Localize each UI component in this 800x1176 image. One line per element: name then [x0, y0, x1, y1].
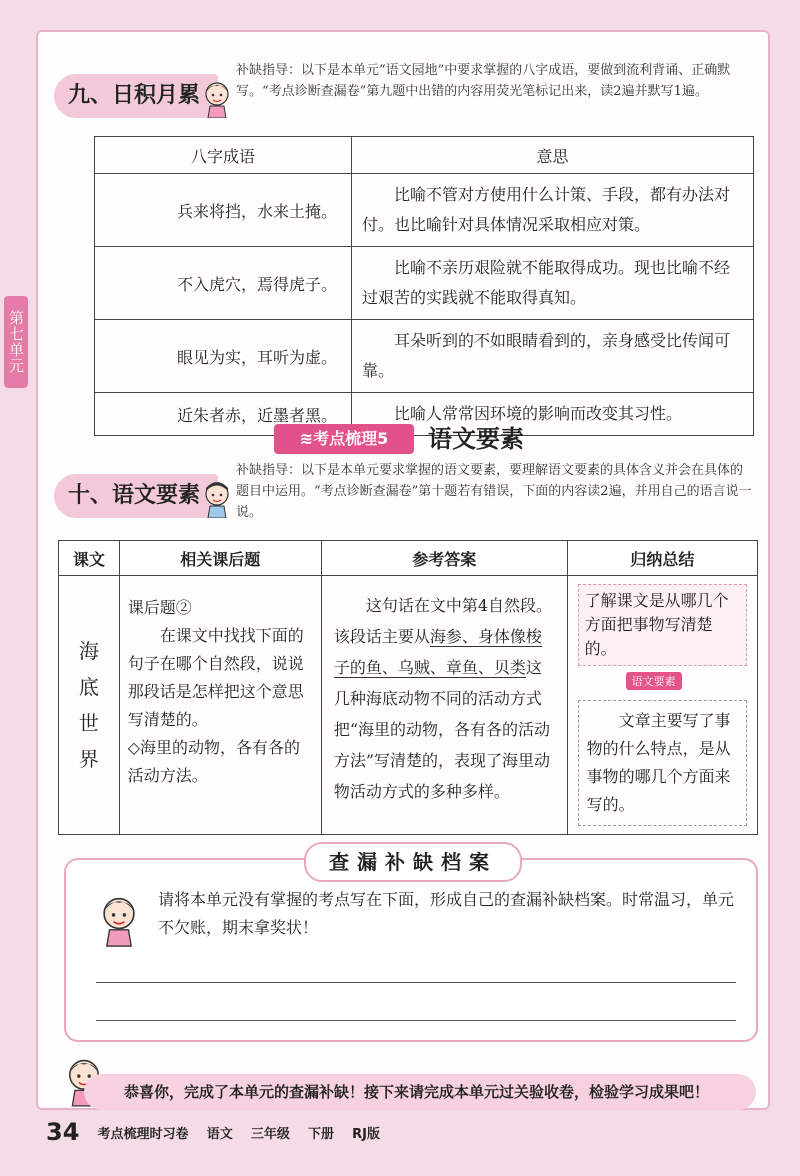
meaning-cell: 耳朵听到的不如眼睛看到的，亲身感受比传闻可靠。 [352, 320, 754, 393]
meaning-cell: 比喻不亲历艰险就不能取得成功。现也比喻不经过艰苦的实践就不能取得真知。 [352, 247, 754, 320]
section9-guide: 补缺指导：以下是本单元“语文园地”中要求掌握的八字成语，要做到流利背诵、正确默写。“考点诊断查漏卷”第九题中出错的内容用荧光笔标记出来，读2遍并默写1遍。 [236, 63, 731, 99]
header-answer: 参考答案 [321, 541, 567, 576]
idiom-cell: 不入虎穴，焉得虎子。 [95, 247, 352, 320]
answer-part2: 这几种海底动物不同的活动方式把“海里的动物，各有各的活动方法”写清楚的，表现了海里动物活动方式的多种多样。 [333, 658, 550, 801]
archive-box [64, 850, 758, 1042]
footer-grade: 三年级 [250, 1126, 290, 1142]
question-label: 课后题② [127, 598, 192, 617]
idiom-table [94, 136, 754, 436]
footer-subject: 语文 [206, 1126, 233, 1142]
meaning-cell: 比喻人常常因环境的影响而改变其习性。 [352, 393, 754, 436]
table-row [95, 320, 754, 393]
summary-note: 文章主要写了事物的什么特点，是从事物的哪几个方面来写的。 [578, 700, 747, 826]
idiom-cell: 眼见为实，耳听为虚。 [95, 320, 352, 393]
boy-avatar-icon [200, 478, 234, 518]
answer-underline: 海参、身体像梭子的鱼、乌贼、章鱼、贝类 [333, 627, 542, 677]
unit-side-tab: 第七单元 [4, 296, 28, 388]
section10-title: 十、语文要素 [54, 474, 218, 518]
answer-cell [321, 576, 567, 835]
header-course: 课文 [59, 541, 120, 576]
elements-table [58, 540, 758, 835]
header-summary: 归纳总结 [567, 541, 757, 576]
kaodian-banner: ≋考点梳理5 [274, 424, 414, 454]
girl-avatar-icon [200, 78, 234, 118]
kaodian-title: 语文要素 [428, 425, 524, 453]
table-row [95, 174, 754, 247]
question-item: ◇海里的动物，各有各的活动方法。 [127, 738, 301, 785]
table-row [95, 393, 754, 436]
congrats-banner: 恭喜你，完成了本单元的查漏补缺！接下来请完成本单元过关验收卷，检验学习成果吧！ [84, 1074, 756, 1110]
footer-volume: 下册 [308, 1126, 335, 1142]
summary-box: 了解课文是从哪几个方面把事物写清楚的。 [578, 584, 747, 666]
section9-title: 九、日积月累 [54, 74, 218, 118]
footer-book: 考点梳理时习卷 [97, 1126, 189, 1142]
header-meaning: 意思 [352, 137, 754, 174]
question-cell [119, 576, 321, 835]
section10-guide: 补缺指导：以下是本单元要求掌握的语文要素，要理解语文要素的具体含义并会在具体的题目中运用。“考点诊断查漏卷”第十题若有错误，下面的内容读2遍，并用自己的语言说一说。 [236, 463, 752, 520]
idiom-cell: 兵来将挡，水来土掩。 [95, 174, 352, 247]
header-question: 相关课后题 [119, 541, 321, 576]
girl-avatar-icon [96, 890, 142, 948]
header-idiom: 八字成语 [95, 137, 352, 174]
archive-text: 请将本单元没有掌握的考点写在下面，形成自己的查漏补缺档案。时常温习，单元不欠账，期末拿奖状！ [158, 890, 735, 937]
summary-tag: 语文要素 [626, 672, 682, 690]
answer-part1: 这句话在文中第4自然段。该段话主要从 [333, 596, 552, 646]
summary-cell [567, 576, 757, 835]
table-row [95, 247, 754, 320]
archive-title: 查漏补缺档案 [304, 842, 522, 882]
page-number: 34 [46, 1118, 80, 1146]
question-text: 在课文中找找下面的句子在哪个自然段，说说那段话是怎样把这个意思写清楚的。 [127, 626, 304, 729]
footer-edition: RJ版 [352, 1126, 381, 1142]
idiom-cell: 近朱者赤，近墨者黑。 [95, 393, 352, 436]
meaning-cell: 比喻不管对方使用什么计策、手段，都有办法对付。也比喻针对具体情况采取相应对策。 [352, 174, 754, 247]
page-footer [46, 1118, 394, 1146]
write-line[interactable] [96, 982, 736, 983]
course-cell [59, 576, 120, 835]
write-line[interactable] [96, 1020, 736, 1021]
course-name: 海底世界 [78, 639, 99, 771]
